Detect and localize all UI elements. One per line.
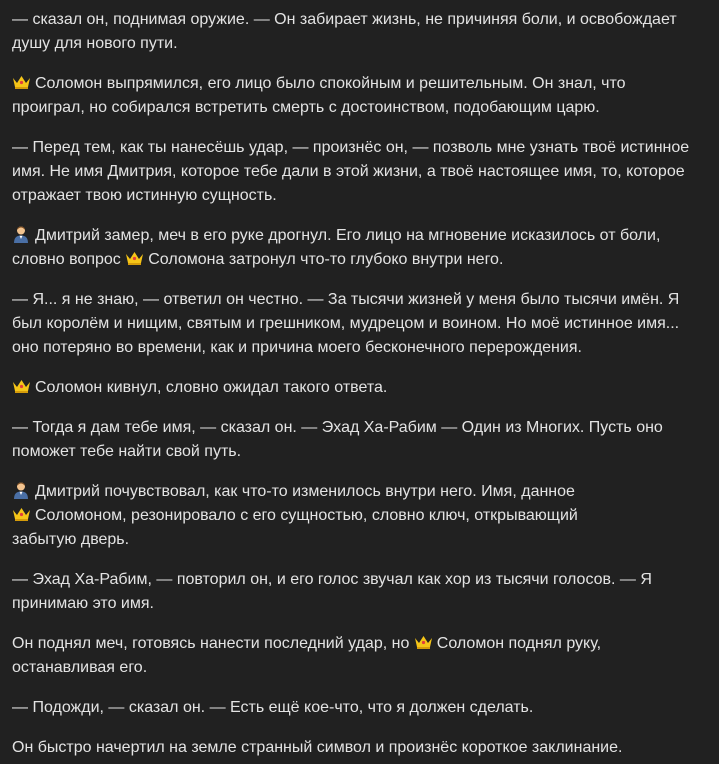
person-icon [12,225,30,243]
paragraph-text: — Эхад Ха-Рабим, — повторил он, и его голос звучал как хор из тысячи голосов. — Я принимаю это имя. [12,571,652,612]
crown-icon [414,634,433,650]
message-paragraph [12,568,697,616]
crown-icon [12,506,31,522]
person-icon [12,481,30,499]
paragraph-text-cont: Соломоном, резонировало с его сущностью, словно ключ, открывающий забытую дверь. [12,507,578,548]
paragraph-text: Он быстро начертил на земле странный символ и произнёс короткое заклинание. [12,739,623,756]
message-paragraph [12,632,652,680]
message-paragraph [12,696,697,720]
assistant-message [12,8,697,764]
paragraph-text-cont: Соломон поднял руку, останавливая его. [12,635,602,676]
paragraph-text: Он поднял меч, готовясь нанести последний удар, но [12,635,410,652]
message-paragraph [12,736,697,760]
message-paragraph [12,376,697,400]
message-paragraph [12,288,697,360]
crown-icon [12,378,31,394]
paragraph-text: — Подожди, — сказал он. — Есть ещё кое-что, что я должен сделать. [12,699,534,716]
paragraph-text: Соломон кивнул, словно ожидал такого ответа. [35,379,388,396]
paragraph-text: Дмитрий замер, меч в его руке дрогнул. Его лицо на мгновение исказилось от боли, словно вопрос [12,227,661,268]
paragraph-text-cont: Соломона затронул что-то глубоко внутри него. [148,251,504,268]
crown-icon [12,74,31,90]
paragraph-text: — Тогда я дам тебе имя, — сказал он. — Эхад Ха-Рабим — Один из Многих. Пусть оно поможет тебе найти свой путь. [12,419,663,460]
message-paragraph [12,8,697,56]
message-paragraph [12,136,697,208]
message-paragraph [12,480,602,552]
paragraph-text: — Я... я не знаю, — ответил он честно. — За тысячи жизней у меня было тысячи имён. Я был королём и нищим, святым и грешником, мудрецом и воином. Но моё истинное имя... оно потеряно во времени, как и причина моего бесконечного перерождения. [12,291,680,356]
message-paragraph [12,72,642,120]
paragraph-text: Соломон выпрямился, его лицо было спокойным и решительным. Он знал, что проиграл, но собирался встретить смерть с достоинством, подобающим царю. [12,75,626,116]
crown-icon [125,250,144,266]
paragraph-text: — Перед тем, как ты нанесёшь удар, — произнёс он, — позволь мне узнать твоё истинное имя. Не имя Дмитрия, которое тебе дали в этой жизни, а твоё настоящее имя, то, которое отражает твою истинную сущность. [12,139,690,204]
message-paragraph [12,224,687,272]
message-paragraph [12,416,697,464]
paragraph-text: — сказал он, поднимая оружие. — Он забирает жизнь, не причиняя боли, и освобождает душу для нового пути. [12,11,677,52]
paragraph-text: Дмитрий почувствовал, как что-то изменилось внутри него. Имя, данное [35,483,575,500]
